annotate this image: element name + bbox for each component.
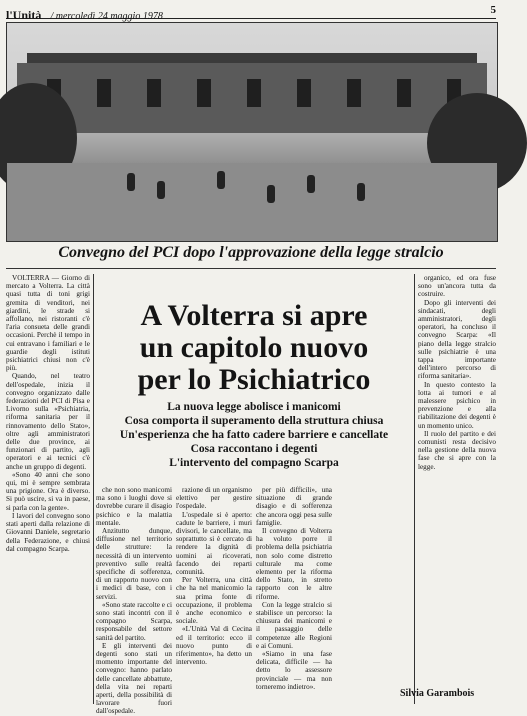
article-column-2: [96, 486, 172, 716]
paragraph: Per Volterra, una città che ha nel manicomio la sua prima fonte di occupazione, il problema è anche economico e sociale.: [176, 576, 252, 626]
photo-person: [267, 185, 275, 203]
deck-line: L'intervento del compagno Scarpa: [169, 457, 339, 469]
paragraph: per più difficili», una situazione di grande disagio e di sofferenza che ancora oggi pesa sulle famiglie.: [256, 486, 332, 527]
author-signature: Silvia Garambois: [400, 688, 475, 699]
photo-window: [297, 79, 311, 107]
deck-line: Un'esperienza che ha fatto cadere barriere e cancellate: [119, 429, 389, 441]
photo-window: [147, 79, 161, 107]
paragraph: I lavori del convegno sono stati aperti dalla relazione di Giovanni Daniele, segretario della Federazione, e chiusi dal compagno Scarpa.: [6, 511, 90, 553]
article-column-4: [256, 486, 332, 704]
deck-line: Cosa comporta il superamento della struttura chiusa: [124, 415, 384, 427]
paragraph: «Sono 40 anni che sono qui, mi è sempre sembrata una prigione. Ora è diverso. Si può uscire, si va in paese, si parla con la gente».: [6, 470, 90, 512]
paragraph: razione di un organismo elettivo per gestire l'ospedale.: [176, 486, 252, 511]
paragraph: Dopo gli interventi dei sindacati, degli amministratori, degli operatori, ha concluso il convegno Scarpa: «Il piano della legge stralcio sulle psichiatrie è una tappa importante dell'intero percorso di riforma sanitaria».: [418, 298, 496, 381]
paragraph: VOLTERRA — Giorno di mercato a Volterra. La città quasi tutta di toni grigi gremita di venditori, nei giardini, le strade si affollano, nei ristoranti c'è l'aria consueta delle grandi occasioni. Perchè il tempo in cui entravano i familiari e le guardie degli istituti psichiatrici chiusi non c'è più.: [6, 274, 90, 373]
headline-line-2: un capitolo nuovo: [139, 331, 369, 364]
paragraph: E gli interventi dei degenti sono stati un momento importante del convegno: hanno parlato delle cancellate abbattute, della vita nei reparti aperti, della possibilità di lavorare fuori dall'ospedale.: [96, 641, 172, 716]
deck-line: La nuova legge abolisce i manicomi: [167, 401, 341, 413]
photo-window: [397, 79, 411, 107]
paragraph: «Sono state raccolte e ci sono stati incontri con il compagno Scarpa, responsabile del settore sanità del partito.: [96, 600, 172, 642]
paragraph: che non sono manicomi ma sono i luoghi dove si dovrebbe curare il disagio psichico e la malattia mentale.: [96, 486, 172, 527]
article-column-5: [418, 274, 496, 684]
paragraph: Anzitutto dunque, diffusione nel territorio delle strutture: la necessità di un intervento preventivo sulle realtà specifiche di sofferenza, di un rapporto nuovo con i medici di base, con i servizi.: [96, 527, 172, 601]
photo-window: [247, 79, 261, 107]
issue-date: / mercoledì 24 maggio 1978: [50, 11, 163, 22]
news-photo: [6, 22, 498, 242]
paragraph: Il ruolo del partito e dei comunisti resta decisivo nella gestione della nuova fase che si apre con la legge.: [418, 429, 496, 471]
photo-ground: [7, 163, 497, 241]
paragraph: L'ospedale si è aperto: cadute le barriere, i muri divisori, le cancellate, ma soprattutto si è cercato di rendere la dignità di uomini ai ricoverati, facendo dei reparti comunità.: [176, 510, 252, 577]
column-rule: [414, 274, 415, 704]
paragraph: Con la legge stralcio si stabilisce un percorso: la chiusura dei manicomi e il passaggio delle competenze alle Regioni e ai Comuni.: [256, 600, 332, 650]
photo-window: [197, 79, 211, 107]
headline-deck: [96, 400, 412, 470]
column-rule: [93, 274, 94, 704]
newspaper-name: l'Unità: [6, 8, 42, 22]
paragraph: Il convegno di Volterra ha voluto porre il problema della psichiatria non solo come distretto culturale ma come elemento per la riforma dello Stato, in stretto rapporto con le altre riforme.: [256, 527, 332, 601]
divider: [6, 268, 496, 269]
paragraph: «L'Unità Val di Cecina ed il territorio: ecco il nuovo punto di riferimento», ha detto un intervento.: [176, 625, 252, 667]
photo-person: [157, 181, 165, 199]
photo-person: [217, 171, 225, 189]
article-column-3: [176, 486, 252, 704]
page-number: 5: [490, 4, 496, 16]
paragraph: «Siamo in una fase delicata, difficile — ha detto lo assessore provinciale — ma non torneremo indietro».: [256, 650, 332, 691]
photo-person: [127, 173, 135, 191]
photo-window: [97, 79, 111, 107]
headline-line-1: A Volterra si apre: [140, 299, 368, 332]
photo-person: [357, 183, 365, 201]
article-column-1: [6, 274, 90, 704]
headline-line-3: per lo Psichiatrico: [137, 363, 371, 396]
photo-person: [307, 175, 315, 193]
paragraph: In questo contesto la lotta ai tumori e al malessere psichico in prevenzione e alla riabilitazione dei degenti è un momento unico.: [418, 380, 496, 430]
photo-caption: Convegno del PCI dopo l'approvazione della legge stralcio: [58, 244, 444, 261]
article-headline: [96, 300, 412, 470]
paragraph: Quando, nel teatro dell'ospedale, inizia il convegno organizzato dalle federazioni del PCI di Pisa e Livorno sulla «Psichiatria, riforma sanitaria per il rinnovamento dello Stato», oltre agli amministratori delle due province, ai funzionari di partito, agli operatori e ai tecnici c'è anche un gruppo di degenti.: [6, 372, 90, 471]
masthead: [6, 4, 496, 22]
paragraph: organico, ed ora fuse sono un'ancora tutta da costruire.: [418, 274, 496, 299]
deck-line: Cosa raccontano i degenti: [190, 443, 318, 455]
photo-window: [347, 79, 361, 107]
